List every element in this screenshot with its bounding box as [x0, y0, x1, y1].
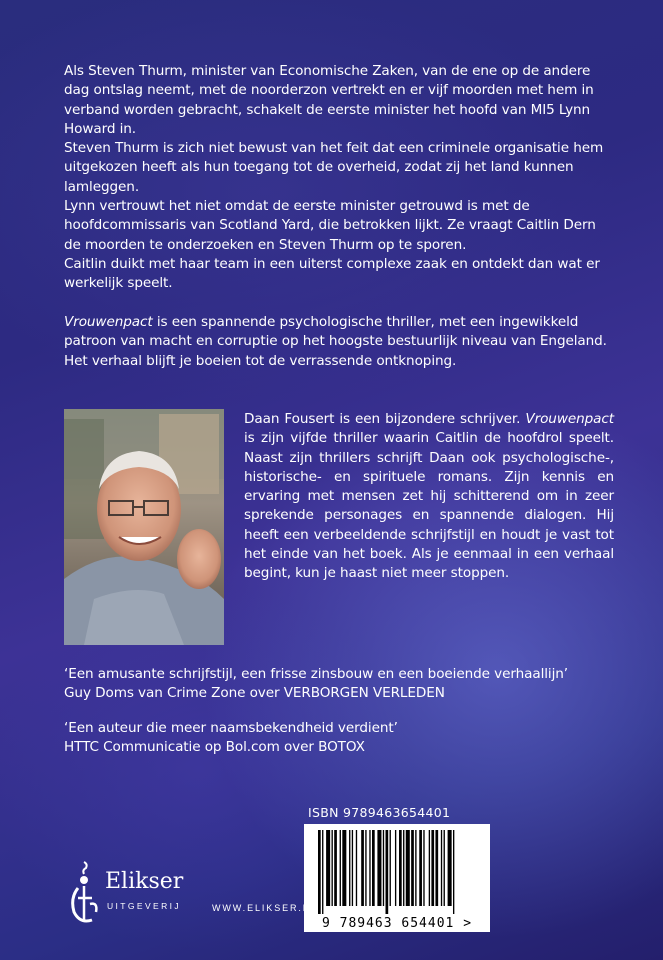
barcode-bar	[356, 830, 357, 906]
back-cover-blurb	[64, 62, 612, 294]
barcode-bar	[334, 830, 337, 906]
author-photo	[64, 409, 224, 645]
barcode-bar	[399, 830, 402, 906]
quote-source: Guy Doms van Crime Zone over VERBORGEN VERLEDEN	[64, 685, 445, 701]
barcode-bar	[406, 830, 410, 906]
barcode-bar	[403, 830, 404, 906]
barcode-bar	[326, 830, 330, 906]
barcode-bar	[322, 830, 323, 914]
summary-text: is een spannende psychologische thriller, met een ingewikkeld patroon van macht en corruptie op het hoogste bestuurlijk niveau van Engeland. Het verhaal blijft je boeien tot de verrassende ontknoping.	[64, 314, 607, 369]
barcode-bar	[431, 830, 434, 906]
blurb-paragraph: Steven Thurm is zich niet bewust van het feit dat een criminele organisatie hem uitgekozen heeft als hun toegang tot de overheid, zodat zij het land kunnen lamleggen.	[64, 140, 604, 195]
publisher-name: Elikser	[105, 869, 184, 894]
barcode-bar	[386, 830, 389, 914]
barcode-bar	[318, 830, 321, 914]
barcode-bar	[332, 830, 333, 906]
author-book-italic: Vrouwenpact	[525, 411, 614, 427]
barcode-bar	[448, 830, 452, 906]
barcode-bar	[352, 830, 353, 906]
barcode-bar	[365, 830, 366, 906]
summary-paragraph	[64, 313, 612, 371]
book-summary	[64, 313, 612, 371]
barcode-number: 9 789463 654401 >	[321, 916, 473, 931]
quote-source: HTTC Communicatie op Bol.com over BOTOX	[64, 739, 365, 755]
review-quote	[64, 719, 624, 757]
quote-text: ‘Een auteur die meer naamsbekendheid verdient’	[64, 720, 398, 736]
barcode-bar	[444, 830, 445, 906]
barcode	[304, 824, 490, 932]
blurb-paragraph: Lynn vertrouwt het niet omdat de eerste minister getrouwd is met de hoofdcommissaris van Scotland Yard, die betrokken lijkt. Ze vraagt Caitlin Dern de moorden te onderzoeken en Steven Thurm op te sporen.	[64, 198, 596, 253]
barcode-bar	[395, 830, 396, 906]
blurb-paragraph: Als Steven Thurm, minister van Economische Zaken, van de ene op de andere dag ontslag neemt, met de noorderzon vertrekt en er vijf moorden met hem in verband worden gebracht, schakelt de eerste minister het hoofd van MI5 Lynn Howard in.	[64, 63, 594, 137]
blurb-paragraph: Caitlin duikt met haar team in een uiterst complexe zaak en ontdekt dan wat er werkelijk speelt.	[64, 255, 600, 292]
book-title-italic: Vrouwenpact	[64, 314, 153, 330]
barcode-bar	[361, 830, 364, 906]
barcode-bar	[349, 830, 350, 906]
barcode-bar	[342, 830, 346, 906]
quote-text: ‘Een amusante schrijfstijl, een frisse zinsbouw en een boeiende verhaallijn’	[64, 666, 569, 682]
author-bio	[244, 410, 614, 584]
barcode-bar	[419, 830, 422, 906]
publisher-emblem-icon	[62, 858, 106, 930]
barcode-bar	[390, 830, 391, 906]
barcode-bar	[383, 830, 384, 906]
review-quote	[64, 665, 624, 703]
author-bio-text: is zijn vijfde thriller waarin Caitlin de hoofdrol speelt. Naast zijn thrillers schrijft Daan ook psychologische-, historische- en spirituele romans. Zijn kennis en ervaring met mensen zet hij schitterend om in zeer sprekende personages en spannende dialogen. Hij heeft een verbeeldende schrijfstijl en houdt je vast tot het einde van het boek. Als je eenmaal in een verhaal begint, kun je haast niet meer stoppen.	[244, 430, 614, 582]
barcode-bar	[429, 830, 430, 906]
isbn-label: ISBN 9789463654401	[308, 805, 451, 820]
barcode-bar	[369, 830, 370, 906]
author-intro: Daan Fousert is een bijzondere schrijver.	[244, 411, 526, 427]
publisher-website: WWW.ELIKSER.NL	[212, 903, 319, 913]
publisher-logo	[62, 858, 212, 930]
barcode-bar	[372, 830, 375, 906]
barcode-bar	[435, 830, 438, 906]
barcode-bar	[340, 830, 341, 906]
barcode-bars	[304, 824, 490, 916]
barcode-bar	[453, 830, 454, 914]
barcode-bar	[415, 830, 416, 906]
author-photo-illustration	[64, 409, 224, 645]
author-bio-paragraph	[244, 410, 614, 584]
barcode-bar	[377, 830, 381, 906]
publisher-subtitle: UITGEVERIJ	[107, 901, 182, 911]
barcode-bar	[411, 830, 414, 906]
barcode-bar	[423, 830, 424, 906]
barcode-bar	[441, 830, 442, 906]
